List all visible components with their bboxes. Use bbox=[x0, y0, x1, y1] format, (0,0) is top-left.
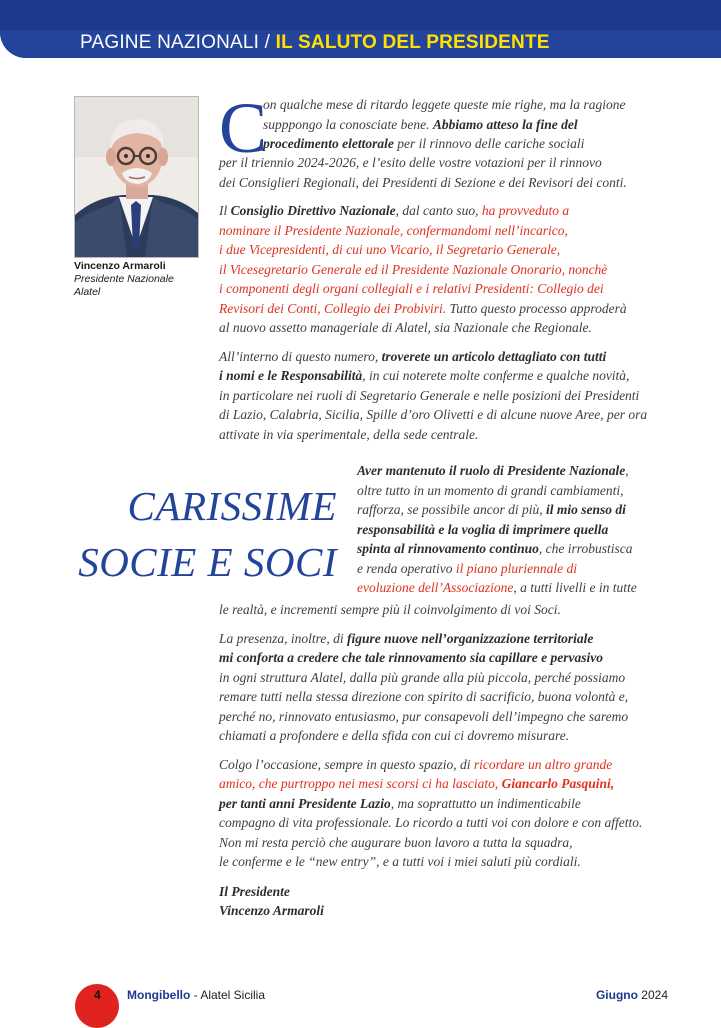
text-line: responsabilità e la voglia di imprimere quella bbox=[357, 521, 609, 537]
text-line: Colgo l’occasione, sempre in questo spazio, di ricordare un altro grande bbox=[219, 756, 613, 772]
text-line: Il Consiglio Direttivo Nazionale, dal canto suo, ha provveduto a bbox=[219, 203, 570, 218]
photo-caption bbox=[74, 260, 174, 299]
caption-name: Vincenzo Armaroli bbox=[74, 260, 166, 272]
text-line: amico, che purtroppo nei mesi scorsi ci ha lasciato, Giancarlo Pasquini, bbox=[219, 776, 615, 791]
article-body-top bbox=[219, 153, 694, 444]
headline-line-1: CARISSIME bbox=[127, 483, 337, 529]
text-line: il Vicesegretario Generale ed il Presidente Nazionale Onorario, nonchè bbox=[219, 261, 608, 277]
text-line: compagno di vita professionale. Lo ricordo a tutti voi con dolore e con affetto. bbox=[219, 815, 643, 830]
footer-publication bbox=[127, 988, 265, 1002]
text-line: rafforza, se possibile ancor di più, il mio senso di bbox=[357, 502, 626, 517]
text-line: di Lazio, Calabria, Sicilia, Spille d’oro Olivetti e di alcune nuove Aree, per ora bbox=[219, 407, 648, 422]
drop-cap: C bbox=[219, 88, 268, 168]
text-line: chiamati a profondere e della sfida con cui ci dovremo misurare. bbox=[219, 728, 570, 743]
text-line: supppongo la conosciate bene. Abbiamo atteso la fine del bbox=[263, 116, 578, 132]
caption-role-2: Alatel bbox=[74, 286, 101, 298]
text-line: on qualche mese di ritardo leggete queste mie righe, ma la ragione bbox=[263, 97, 626, 112]
text-line: attivate in via sperimentale, della sede centrale. bbox=[219, 426, 479, 442]
text-line: mi conforta a credere che tale rinnovamento sia capillare e pervasivo bbox=[219, 650, 603, 665]
text-line: in particolare nei ruoli di Segretario Generale e nelle posizioni dei Presidenti bbox=[219, 387, 640, 403]
text-line: Revisori dei Conti, Collegio dei Probiviri. Tutto questo processo approderà bbox=[219, 300, 627, 316]
text-line: i nomi e le Responsabilità, in cui noterete molte conferme e qualche novità, bbox=[219, 368, 630, 383]
footer-date bbox=[596, 988, 668, 1002]
text-line: le realtà, e incrementi sempre più il coinvolgimento di voi Soci. bbox=[219, 602, 561, 617]
signature-title: Il Presidente bbox=[219, 883, 290, 899]
text-line: per il triennio 2024-2026, e l’esito delle vostre votazioni per il rinnovo bbox=[219, 155, 602, 170]
text-line: per tanti anni Presidente Lazio, ma soprattutto un indimenticabile bbox=[219, 795, 581, 811]
text-line: La presenza, inoltre, di figure nuove nell’organizzazione territoriale bbox=[219, 630, 594, 646]
portrait-image bbox=[75, 97, 198, 257]
text-line: i componenti degli organi collegiali e i relativi Presidenti: Collegio dei bbox=[219, 281, 604, 296]
text-line: Aver mantenuto il ruolo di Presidente Nazionale, bbox=[357, 463, 629, 478]
text-line: i due Vicepresidenti, di cui uno Vicario, il Segretario Generale, bbox=[219, 242, 561, 257]
text-line: dei Consiglieri Regionali, dei Presidenti di Sezione e dei Revisori dei conti. bbox=[219, 174, 627, 190]
text-line: oltre tutto in un momento di grandi cambiamenti, bbox=[357, 482, 624, 498]
page-number: 4 bbox=[94, 988, 101, 1002]
intro-lines bbox=[263, 95, 683, 154]
text-line: le conferme e le “new entry”, e a tutti voi i miei saluti più cordiali. bbox=[219, 854, 581, 869]
signature-name: Vincenzo Armaroli bbox=[219, 903, 324, 918]
text-line: nominare il Presidente Nazionale, confermandomi nell’incarico, bbox=[219, 222, 568, 238]
text-line: evoluzione dell’Associazione, a tutti livelli e in tutte bbox=[357, 580, 637, 595]
text-line: in ogni struttura Alatel, dalla più grande alla più piccola, perché possiamo bbox=[219, 669, 626, 685]
header-bar bbox=[0, 0, 721, 58]
section-label: PAGINE NAZIONALI / bbox=[80, 32, 271, 53]
page-title bbox=[80, 32, 550, 54]
text-line: perché no, rinnovato entusiasmo, pur consapevoli dell’impegno che saremo bbox=[219, 708, 629, 724]
text-line: Non mi resta perciò che augurare buon lavoro a tutta la squadra, bbox=[219, 834, 573, 850]
president-photo bbox=[74, 96, 199, 258]
issue-year: 2024 bbox=[637, 988, 668, 1002]
publisher-name: - Alatel Sicilia bbox=[190, 988, 266, 1002]
issue-month: Giugno bbox=[595, 988, 638, 1002]
text-line: e renda operativo il piano pluriennale di bbox=[357, 560, 577, 576]
headline bbox=[62, 478, 337, 590]
text-line: al nuovo assetto manageriale di Alatel, sia Nazionale che Regionale. bbox=[219, 320, 592, 335]
magazine-name: Mongibello bbox=[127, 988, 191, 1002]
caption-role-1: Presidente Nazionale bbox=[74, 273, 174, 285]
article-side-column bbox=[357, 461, 697, 598]
text-line: spinta al rinnovamento continuo, che irrobustisca bbox=[357, 541, 633, 556]
article-body-bottom bbox=[219, 600, 699, 921]
text-line: All’interno di questo numero, troverete un articolo dettagliato con tutti bbox=[219, 348, 607, 364]
text-line: remare tutti nella stessa direzione con spirito di sacrificio, buona volontà e, bbox=[219, 689, 629, 704]
text-line: procedimento elettorale per il rinnovo delle cariche sociali bbox=[263, 136, 585, 151]
headline-line-2: SOCIE E SOCI bbox=[78, 539, 337, 585]
section-title: IL SALUTO DEL PRESIDENTE bbox=[275, 32, 550, 53]
